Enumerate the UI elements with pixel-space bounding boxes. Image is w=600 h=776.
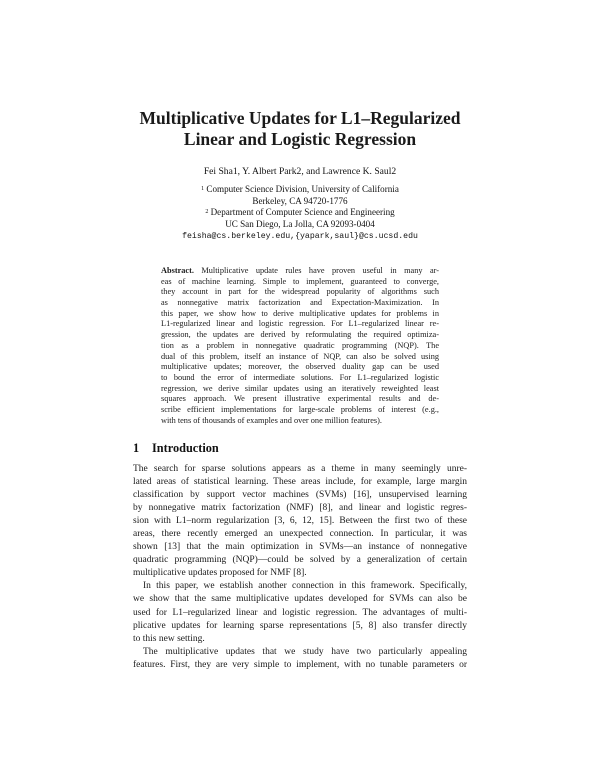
abstract-line: squares approach. We present illustrative experimental results and de- — [161, 394, 439, 404]
abstract-line: regression, we derive similar updates using an iteratively reweighted least — [161, 383, 439, 393]
affiliation-1-mark: 1 — [201, 185, 205, 192]
affiliation-2-mark: 2 — [205, 208, 209, 215]
affiliation-2-line-1: Department of Computer Science and Engineering — [210, 207, 395, 217]
author-emails: feisha@cs.berkeley.edu,{yapark,saul}@cs.ucsd.edu — [182, 232, 418, 241]
author-list: Fei Sha1, Y. Albert Park2, and Lawrence K. Saul2 — [203, 166, 397, 177]
abstract-line-text: Multiplicative update rules have proven useful in many ar- — [201, 266, 439, 275]
section-title: Introduction — [152, 441, 219, 455]
abstract-line: gression, the updates are derived by reformulating the required optimiza- — [161, 330, 439, 340]
affiliation-1 — [60, 184, 540, 207]
body-line: shown [13] that the main optimization in SVMs—an instance of nonnegative — [133, 542, 467, 553]
body-line: quadratic programming (NQP)—could be solved by a generalization of certain — [133, 555, 467, 566]
body-line: The multiplicative updates that we study have two particularly appealing — [143, 646, 467, 657]
body-line: plicative updates for learning sparse representations [5, 8] also transfer directly — [133, 620, 467, 631]
body-line: sion with L1–norm regularization [3, 6, 12, 15]. Between the first two of these — [133, 516, 467, 527]
body-line: by nonnegative matrix factorization (NMF) [8], and linear and logistic regres- — [133, 503, 467, 514]
section-heading — [133, 441, 219, 456]
title-line-1: Multiplicative Updates for L1–Regularized — [139, 108, 461, 128]
abstract-line: L1-regularized linear and logistic regression. For L1–regularized linear re- — [161, 319, 439, 329]
paper-title — [60, 108, 540, 150]
abstract-line: eas of machine learning. Simple to implement, guaranteed to converge, — [161, 276, 439, 286]
abstract-line: to bound the error of intermediate solutions. For L1–regularized logistic — [161, 372, 439, 382]
affiliation-2 — [60, 207, 540, 230]
abstract-line: this paper, we show how to derive multiplicative updates for problems in — [161, 308, 439, 318]
abstract-line: they account in part for the widespread popularity of algorithms such — [161, 287, 439, 297]
affiliation-1-line-2: Berkeley, CA 94720-1776 — [252, 195, 348, 206]
body-line: features. First, they are very simple to implement, with no tunable parameters or — [133, 659, 467, 670]
abstract-line — [161, 266, 439, 277]
abstract-line: dual of this problem, itself an instance of NQP, can also be solved using — [161, 351, 439, 361]
affiliation-2-line-2: UC San Diego, La Jolla, CA 92093-0404 — [225, 218, 375, 229]
abstract-line: tion as a problem in nonnegative quadratic programming (NQP). The — [161, 340, 439, 350]
body-text — [133, 463, 467, 672]
abstract-line: with tens of thousands of examples and over one million features). — [161, 415, 382, 425]
abstract-label: Abstract. — [161, 266, 194, 275]
body-line: areas, there recently emerged an unexpected connection. In particular, it was — [133, 529, 467, 540]
section-number: 1 — [133, 441, 140, 455]
abstract — [161, 266, 439, 426]
body-line: used for L1–regularized linear and logistic regression. The advantages of multi- — [133, 607, 467, 618]
abstract-line: scribe efficient implementations for large-scale problems of interest (e.g., — [161, 404, 439, 414]
body-line: classification by support vector machines (SVMs) [16], unsupervised learning — [133, 490, 467, 501]
title-line-2: Linear and Logistic Regression — [183, 129, 417, 149]
body-line: lated areas of statistical learning. These areas include, for example, large margin — [133, 477, 467, 488]
body-line: The search for sparse solutions appears as a theme in many seemingly unre- — [133, 464, 467, 474]
abstract-line: multiplicative updates; moreover, the observed duality gap can be used — [161, 362, 439, 372]
abstract-line: as nonnegative matrix factorization and Expectation-Maximization. In — [161, 298, 439, 308]
body-line: we show that the same multiplicative updates developed for SVMs can also be — [133, 594, 467, 605]
body-line: In this paper, we establish another connection in this framework. Specifically, — [143, 581, 467, 592]
affiliation-1-line-1: Computer Science Division, University of California — [206, 184, 399, 194]
body-line: to this new setting. — [133, 633, 205, 644]
body-line: multiplicative updates proposed for NMF [8]. — [133, 568, 307, 579]
